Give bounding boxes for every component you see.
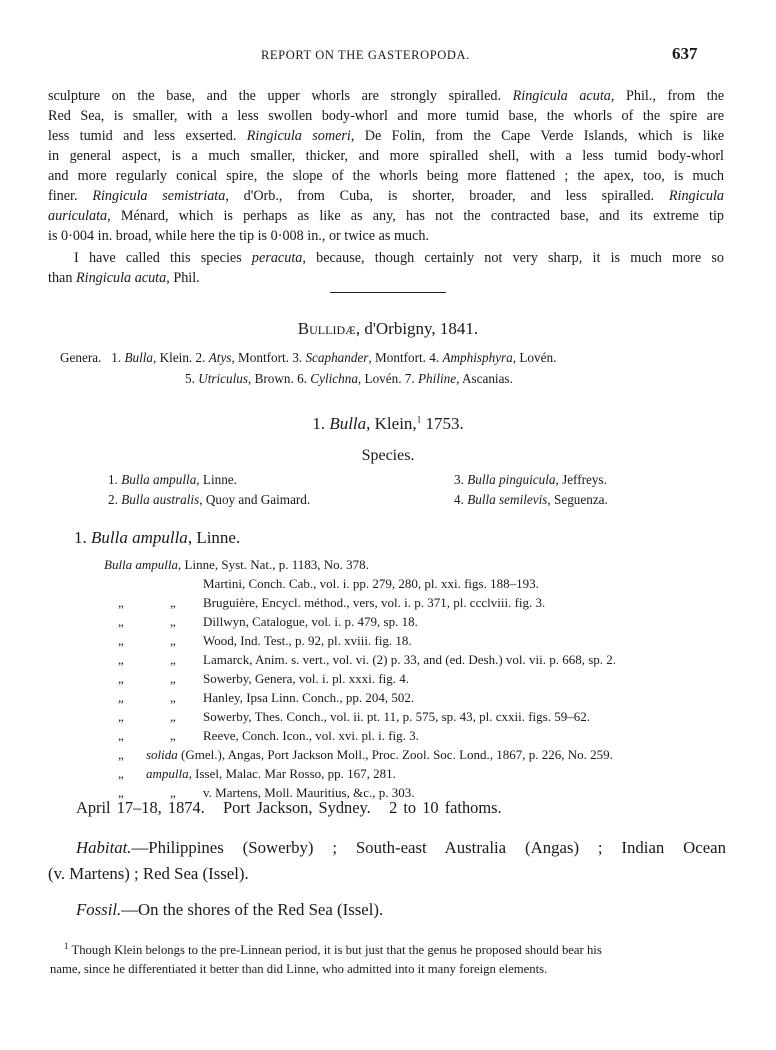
ditto-mark: „ bbox=[170, 652, 176, 667]
text-run: , Issel, Malac. Mar Rosso, pp. 167, 281. bbox=[188, 766, 396, 781]
genus-year: 1753. bbox=[421, 414, 464, 433]
species-list-right bbox=[454, 470, 608, 510]
ditto-mark: „ bbox=[170, 671, 176, 686]
synonymy-entry bbox=[203, 595, 545, 611]
text-run: , Ascanias. bbox=[456, 371, 513, 386]
genus-authority: , Klein, bbox=[366, 414, 417, 433]
habitat-paragraph bbox=[48, 835, 726, 887]
text-run: , Lovén. bbox=[512, 350, 557, 365]
text-line bbox=[48, 206, 724, 226]
ditto-mark: „ bbox=[118, 671, 124, 686]
ditto-mark: „ bbox=[118, 709, 124, 724]
habitat-line-2: (v. Martens) ; Red Sea (Issel). bbox=[48, 864, 249, 883]
footnote-mark: 1 bbox=[64, 941, 69, 951]
text-run: , d'Orb., from Cuba, is shorter, broader, and less spiralled. bbox=[225, 188, 669, 204]
habitat-label: Habitat. bbox=[76, 838, 132, 857]
station-depth: 2 to 10 fathoms. bbox=[389, 798, 502, 817]
text-run: , Ménard, which is perhaps as like as any, has not the contracted base, and its extreme tip bbox=[107, 208, 724, 224]
italic-text: Utriculus bbox=[198, 371, 249, 386]
text-run: and more regularly conical spire, the slope of the whorls being more flattened ; the apex, too, is much bbox=[48, 168, 724, 184]
station-date: April 17–18, 1874. bbox=[76, 798, 205, 817]
italic-text: Bulla ampulla bbox=[121, 472, 197, 487]
running-head bbox=[0, 44, 776, 66]
italic-text: Bulla australis bbox=[121, 492, 200, 507]
ditto-mark: „ bbox=[118, 728, 124, 743]
habitat-line-1 bbox=[76, 835, 726, 861]
text-line bbox=[48, 86, 724, 106]
italic-text: Bulla pinguicula bbox=[467, 472, 556, 487]
ditto-mark: „ bbox=[118, 747, 124, 762]
text-run: Bruguière, Encycl. méthod., vers, vol. i. p. 371, pl. ccclviii. fig. 3. bbox=[203, 595, 546, 610]
synonymy-entry bbox=[203, 614, 418, 630]
fossil-line bbox=[76, 897, 383, 923]
ditto-mark: „ bbox=[170, 595, 176, 610]
species-title bbox=[74, 528, 240, 548]
ditto-mark: „ bbox=[170, 785, 176, 800]
synonymy-entry bbox=[203, 671, 409, 687]
italic-text: Scaphander bbox=[305, 350, 369, 365]
text-run: , because, though certainly not very sharp, it is much more so bbox=[302, 250, 725, 266]
ditto-mark: „ bbox=[170, 614, 176, 629]
fossil-paragraph bbox=[76, 897, 383, 923]
text-run: 2. bbox=[108, 492, 122, 507]
text-run: Dillwyn, Catalogue, vol. i. p. 479, sp. 18. bbox=[203, 614, 418, 629]
text-run: , Klein. 2. bbox=[153, 350, 209, 365]
naming-paragraph bbox=[48, 248, 724, 288]
habitat-text-1: —Philippines (Sowerby) ; South-east Australia (Angas) ; Indian Ocean bbox=[131, 838, 726, 857]
text-run: 4. bbox=[454, 492, 468, 507]
species-list-item bbox=[454, 490, 608, 510]
footnote-line-1 bbox=[50, 937, 726, 960]
text-run: , Quoy and Gaimard. bbox=[199, 492, 311, 507]
genus-heading bbox=[0, 414, 776, 434]
family-heading bbox=[0, 319, 776, 339]
footnote-reference: 1 bbox=[416, 414, 422, 425]
text-line bbox=[48, 268, 724, 288]
species-authority: , Linne. bbox=[187, 528, 241, 547]
genus-number: 1. bbox=[312, 414, 326, 433]
text-run: Red Sea, is smaller, with a less swollen body-whorl and more tumid base, the whorls of the spire are bbox=[48, 108, 724, 124]
synonymy-entry bbox=[203, 576, 539, 592]
species-name: Bulla ampulla bbox=[91, 528, 188, 547]
text-run: Wood, Ind. Test., p. 92, pl. xviii. fig. 18. bbox=[203, 633, 412, 648]
text-line bbox=[48, 186, 724, 206]
text-run: I have called this species bbox=[74, 250, 252, 266]
footnote bbox=[50, 937, 726, 979]
text-run: Reeve, Conch. Icon., vol. xvi. pl. i. fig. 3. bbox=[203, 728, 419, 743]
text-run: Martini, Conch. Cab., vol. i. pp. 279, 280, pl. xxi. figs. 188–193. bbox=[203, 576, 539, 591]
species-list-item bbox=[108, 490, 310, 510]
text-line bbox=[48, 126, 724, 146]
ditto-mark: „ bbox=[118, 652, 124, 667]
text-line bbox=[48, 248, 724, 268]
genera-line-1 bbox=[60, 350, 556, 366]
italic-text: Philine bbox=[418, 371, 457, 386]
station-place: Port Jackson, Sydney. bbox=[223, 798, 371, 817]
text-run: v. Martens, Moll. Mauritius, &c., p. 303. bbox=[203, 785, 415, 800]
ditto-mark: „ bbox=[170, 709, 176, 724]
italic-text: Amphisphyra bbox=[442, 350, 513, 365]
text-run: finer. bbox=[48, 188, 93, 204]
italic-text: peracuta bbox=[251, 250, 303, 266]
synonymy-entry bbox=[203, 690, 414, 706]
text-run: , Linne, Syst. Nat., p. 1183, No. 378. bbox=[178, 557, 369, 572]
text-run: , Phil. bbox=[166, 270, 200, 286]
text-run: , Phil., from the bbox=[610, 88, 725, 104]
italic-text: Bulla bbox=[124, 350, 154, 365]
text-run: than bbox=[48, 270, 76, 286]
intro-paragraph bbox=[48, 86, 724, 246]
ditto-mark: „ bbox=[170, 690, 176, 705]
text-run: less tumid and less exserted. bbox=[48, 128, 247, 144]
text-run: , De Folin, from the Cape Verde Islands, which is like bbox=[350, 128, 724, 144]
italic-text: Cylichna bbox=[310, 371, 358, 386]
genera-label: Genera. bbox=[60, 350, 102, 365]
italic-text: Ringicula acuta bbox=[75, 270, 167, 286]
text-run: , Montfort. 3. bbox=[231, 350, 306, 365]
italic-text: Bulla semilevis bbox=[467, 492, 548, 507]
synonymy-entry bbox=[104, 557, 369, 573]
text-run: 3. bbox=[454, 472, 468, 487]
text-run: , Brown. 6. bbox=[248, 371, 311, 386]
text-line bbox=[48, 226, 724, 246]
ditto-mark: „ bbox=[170, 633, 176, 648]
ditto-mark: „ bbox=[118, 633, 124, 648]
species-heading: Species. bbox=[361, 447, 415, 464]
italic-text: Ringicula someri bbox=[246, 128, 351, 144]
footnote-text-1: Though Klein belongs to the pre-Linnean period, it is but just that the genus he proposed should bear his bbox=[71, 943, 602, 958]
ditto-mark: „ bbox=[118, 766, 124, 781]
synonymy-entry bbox=[203, 633, 412, 649]
text-line bbox=[48, 146, 724, 166]
fossil-text: —On the shores of the Red Sea (Issel). bbox=[121, 900, 384, 919]
text-run: , Linne. bbox=[196, 472, 237, 487]
italic-text: Atys bbox=[208, 350, 232, 365]
genus-name: Bulla bbox=[329, 414, 367, 433]
text-run: 1. bbox=[111, 350, 125, 365]
text-run: (Gmel.), Angas, Port Jackson Moll., Proc. Zool. Soc. Lond., 1867, p. 226, No. 259. bbox=[177, 747, 613, 762]
species-list-item bbox=[108, 470, 310, 490]
text-run: Hanley, Ipsa Linn. Conch., pp. 204, 502. bbox=[203, 690, 415, 705]
text-run: in general aspect, is a much smaller, thicker, and more spiralled shell, with a less tumid body-whorl bbox=[48, 148, 724, 164]
synonymy-entry bbox=[203, 728, 419, 744]
text-run: Sowerby, Thes. Conch., vol. ii. pt. 11, p. 575, sp. 43, pl. cxxii. figs. 59–62. bbox=[203, 709, 590, 724]
section-rule bbox=[330, 292, 446, 293]
italic-text: auriculata bbox=[48, 208, 108, 224]
family-authority: , d'Orbigny, 1841. bbox=[355, 319, 479, 338]
species-number: 1. bbox=[74, 528, 91, 547]
text-run: , Seguenza. bbox=[547, 492, 608, 507]
text-line bbox=[48, 106, 724, 126]
ditto-mark: „ bbox=[170, 728, 176, 743]
text-run: Lamarck, Anim. s. vert., vol. vi. (2) p. 33, and (ed. Desh.) vol. vii. p. 668, sp. 2. bbox=[203, 652, 617, 667]
synonymy-entry bbox=[146, 747, 613, 763]
ditto-mark: „ bbox=[118, 595, 124, 610]
text-run: , Montfort. 4. bbox=[368, 350, 443, 365]
italic-text: ampulla bbox=[146, 766, 189, 781]
text-run: is 0·004 in. broad, while here the tip is 0·008 in., or twice as much. bbox=[48, 228, 430, 244]
genera-line-2 bbox=[185, 371, 513, 387]
text-run: 1. bbox=[108, 472, 122, 487]
fossil-label: Fossil. bbox=[76, 900, 122, 919]
italic-text: solida bbox=[146, 747, 178, 762]
italic-text: Bulla ampulla bbox=[104, 557, 179, 572]
italic-text: Ringicula semistriata bbox=[92, 188, 226, 204]
synonymy-entry bbox=[146, 766, 396, 782]
text-run: Sowerby, Genera, vol. i. pl. xxxi. fig. 4. bbox=[203, 671, 410, 686]
station-record bbox=[76, 798, 502, 818]
text-run: , Jeffreys. bbox=[555, 472, 607, 487]
synonymy-entry bbox=[203, 652, 616, 668]
ditto-mark: „ bbox=[118, 690, 124, 705]
genera-list-1 bbox=[111, 350, 556, 365]
text-line bbox=[48, 166, 724, 186]
ditto-mark: „ bbox=[118, 785, 124, 800]
family-name-initial: B bbox=[297, 319, 310, 338]
running-title: REPORT ON THE GASTEROPODA. bbox=[261, 48, 470, 62]
species-list-item bbox=[454, 470, 608, 490]
family-name-rest: ullidæ bbox=[309, 319, 356, 338]
text-run: 5. bbox=[185, 371, 199, 386]
synonymy-entry bbox=[203, 709, 590, 725]
footnote-line-2: name, since he differentiated it better than did Linne, who admitted into it many foreign elements. bbox=[50, 962, 548, 977]
text-run: , Lovén. 7. bbox=[357, 371, 418, 386]
italic-text: Ringicula bbox=[668, 188, 725, 204]
species-list-left bbox=[108, 470, 310, 510]
ditto-mark: „ bbox=[118, 614, 124, 629]
text-run: sculpture on the base, and the upper whorls are strongly spiralled. bbox=[48, 88, 513, 104]
page-number: 637 bbox=[672, 44, 698, 63]
italic-text: Ringicula acuta bbox=[512, 88, 611, 104]
